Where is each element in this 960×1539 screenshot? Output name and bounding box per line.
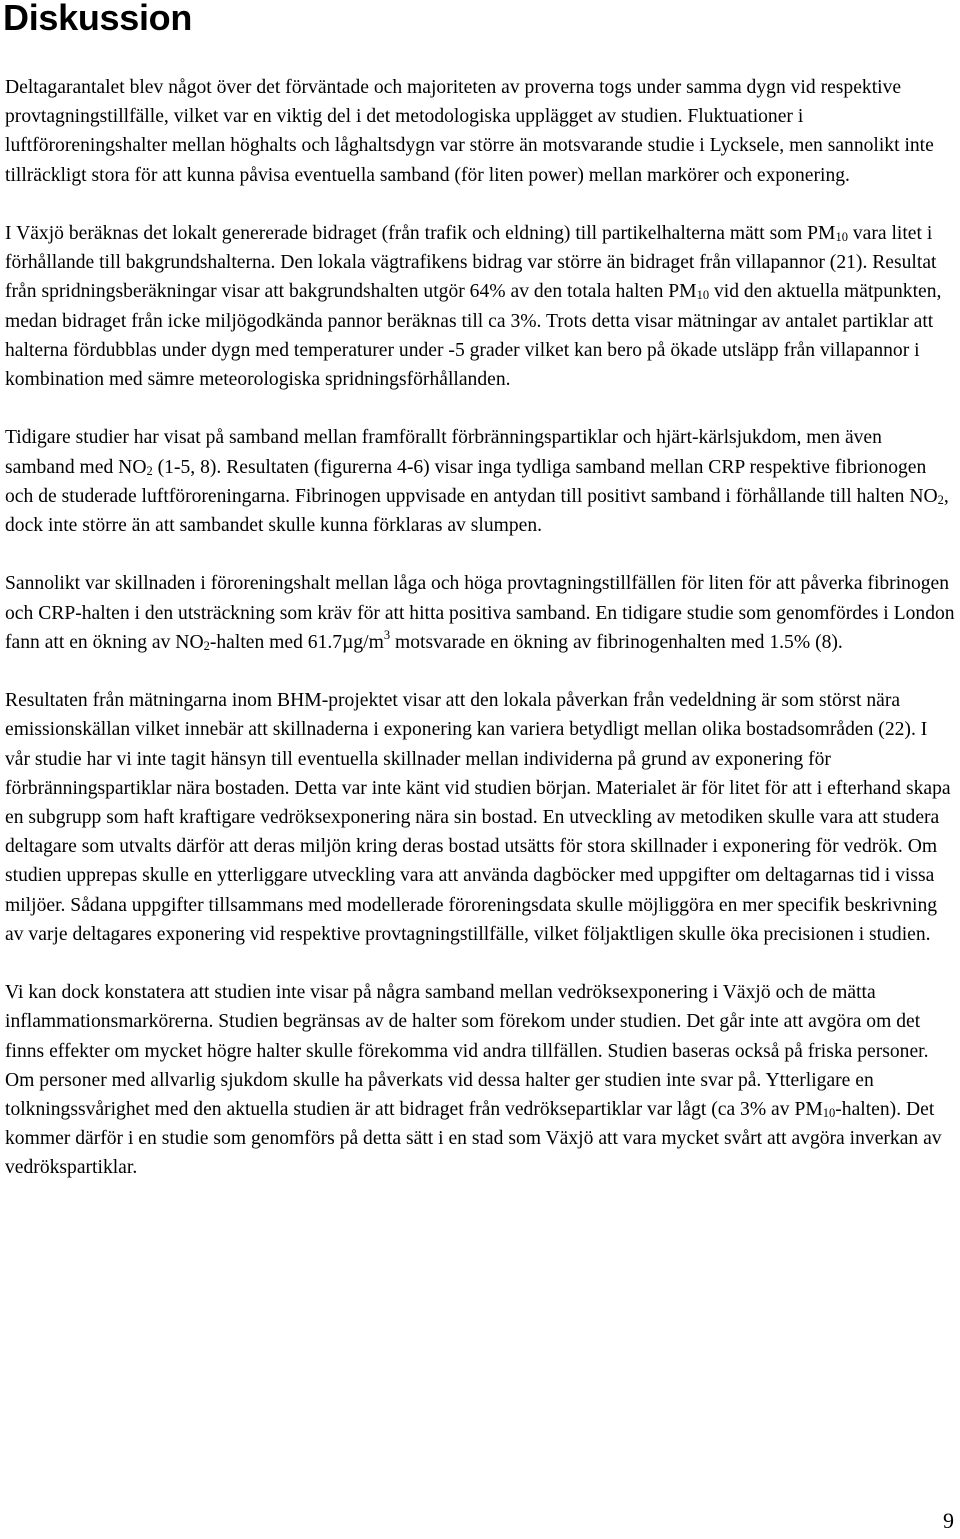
- paragraph-2-text-b: vara litet i förhållande till bakgrundshalterna. Den lokala vägtrafikens bidrag var större än bidraget från villapannor (21). Resultat från spridningsberäkningar visar att bakgrundshalten utgör 64% av den totala halten PM: [5, 223, 937, 303]
- paragraph-3-text-c: , dock inte större än att sambandet skulle kunna förklaras av slumpen.: [5, 485, 949, 537]
- paragraph-3: [5, 423, 955, 540]
- paragraph-2: [5, 219, 955, 394]
- subscript-10: 10: [822, 1106, 836, 1121]
- paragraph-6: [5, 978, 955, 1182]
- paragraph-4-text-a: Sannolikt var skillnaden i föroreningshalt mellan låga och höga provtagningstillfällen för liten för att påverka fibrinogen och CRP-halten i den utsträckning som kräv för att hitta positiva samband. En tidigare studie som genomfördes i London fann att en ökning av NO: [5, 573, 955, 653]
- paragraph-5-text: Resultaten från mätningarna inom BHM-projektet visar att den lokala påverkan från vedeldning är som störst nära emissionskällan vilket innebär att skillnaderna i exponering kan variera betydligt mellan olika bostadsområden (22). I vår studie har vi inte tagit hänsyn till eventuella skillnader mellan individerna på grund av exponering för förbränningspartiklar nära bostaden. Detta var inte känt vid studien början. Materialet är för litet för att i efterhand skapa en subgrupp som haft kraftigare vedröksexponering nära sin bostad. En utveckling av metodiken skulle vara att studera deltagare som utvalts därför att deras miljön kring deras bostad utsätts för stora skillnader i exponering för vedrök. Om studien upprepas skulle en ytterliggare utveckling vara att använda dagböcker med uppgifter om deltagarnas tid i vissa miljöer. Sådana uppgifter tillsammans med modellerade föroreningsdata skulle möjliggöra en mer specifik beskrivning av varje deltagares exponering vid respektive provtagningstillfälle, vilket följaktligen skulle öka precisionen i studien.: [5, 690, 951, 945]
- page-number: 9: [943, 1508, 954, 1533]
- paragraph-1-text: Deltagarantalet blev något över det förväntade och majoriteten av proverna togs under samma dygn vid respektive provtagningstillfälle, vilket var en viktig del i det metodologiska upplägget av studien. Fluktuationer i luftföroreningshalter mellan höghalts och låghaltsdygn var större än motsvarande studie i Lycksele, men sannolikt inte tillräckligt stora för att kunna påvisa eventuella samband (för liten power) mellan markörer och exponering.: [5, 77, 934, 186]
- paragraph-1: [5, 73, 955, 190]
- subscript-10: 10: [696, 288, 710, 303]
- paragraph-2-text-a: I Växjö beräknas det lokalt genererade bidraget (från trafik och eldning) till partikelhalterna mätt som PM: [5, 223, 836, 244]
- paragraph-4-text-c: motsvarade en ökning av fibrinogenhalten med 1.5% (8).: [390, 631, 843, 653]
- paragraph-6-text-b: -halten). Det kommer därför i en studie som genomförs på detta sätt i en stad som Växjö att vara mycket svårt att avgöra inverkan av vedrökspartiklar.: [5, 1099, 942, 1179]
- body-text: [5, 73, 955, 1212]
- superscript-3: 3: [383, 627, 391, 642]
- subscript-10: 10: [835, 230, 848, 244]
- paragraph-4-text-b: -halten med 61.7µg/m: [209, 631, 384, 653]
- paragraph-3-text-a: Tidigare studier har visat på samband mellan framförallt förbränningspartiklar och hjärt-kärlsjukdom, men även samband med NO: [5, 427, 882, 478]
- paragraph-4: [5, 569, 955, 657]
- paragraph-5: [5, 686, 955, 949]
- subscript-2: 2: [203, 638, 210, 653]
- subscript-2: 2: [937, 492, 944, 507]
- paragraph-6-text-a: Vi kan dock konstatera att studien inte visar på några samband mellan vedröksexponering i Växjö och de mätta inflammationsmarkörerna. Studien begränsas av de halter som förekom under studien. Det går inte att avgöra om det finns effekter om mycket högre halter skulle förekomma vid andra tillfällen. Studien baseras också på friska personer. Om personer med allvarlig sjukdom skulle ha påverkats vid dessa halter ger studien inte svar på. Ytterligare en tolkningssvårighet med den aktuella studien är att bidraget från vedröksepartiklar var lågt (ca 3% av PM: [5, 982, 929, 1121]
- subscript-2: 2: [146, 463, 153, 478]
- paragraph-3-text-b: (1-5, 8). Resultaten (figurerna 4-6) visar inga tydliga samband mellan CRP respektive fibrionogen och de studerade luftföroreningarna. Fibrinogen uppvisade en antydan till positivt samband i förhållande till halten NO: [5, 456, 938, 507]
- paragraph-2-text-c: vid den aktuella mätpunkten, medan bidraget från icke miljögodkända pannor beräknas till ca 3%. Trots detta visar mätningar av antalet partiklar att halterna fördubblas under dygn med temperaturer under -5 grader vilket kan bero på ökade utsläpp från villapannor i kombination med sämre meteorologiska spridningsförhållanden.: [5, 281, 942, 391]
- section-heading: Diskussion: [3, 0, 193, 38]
